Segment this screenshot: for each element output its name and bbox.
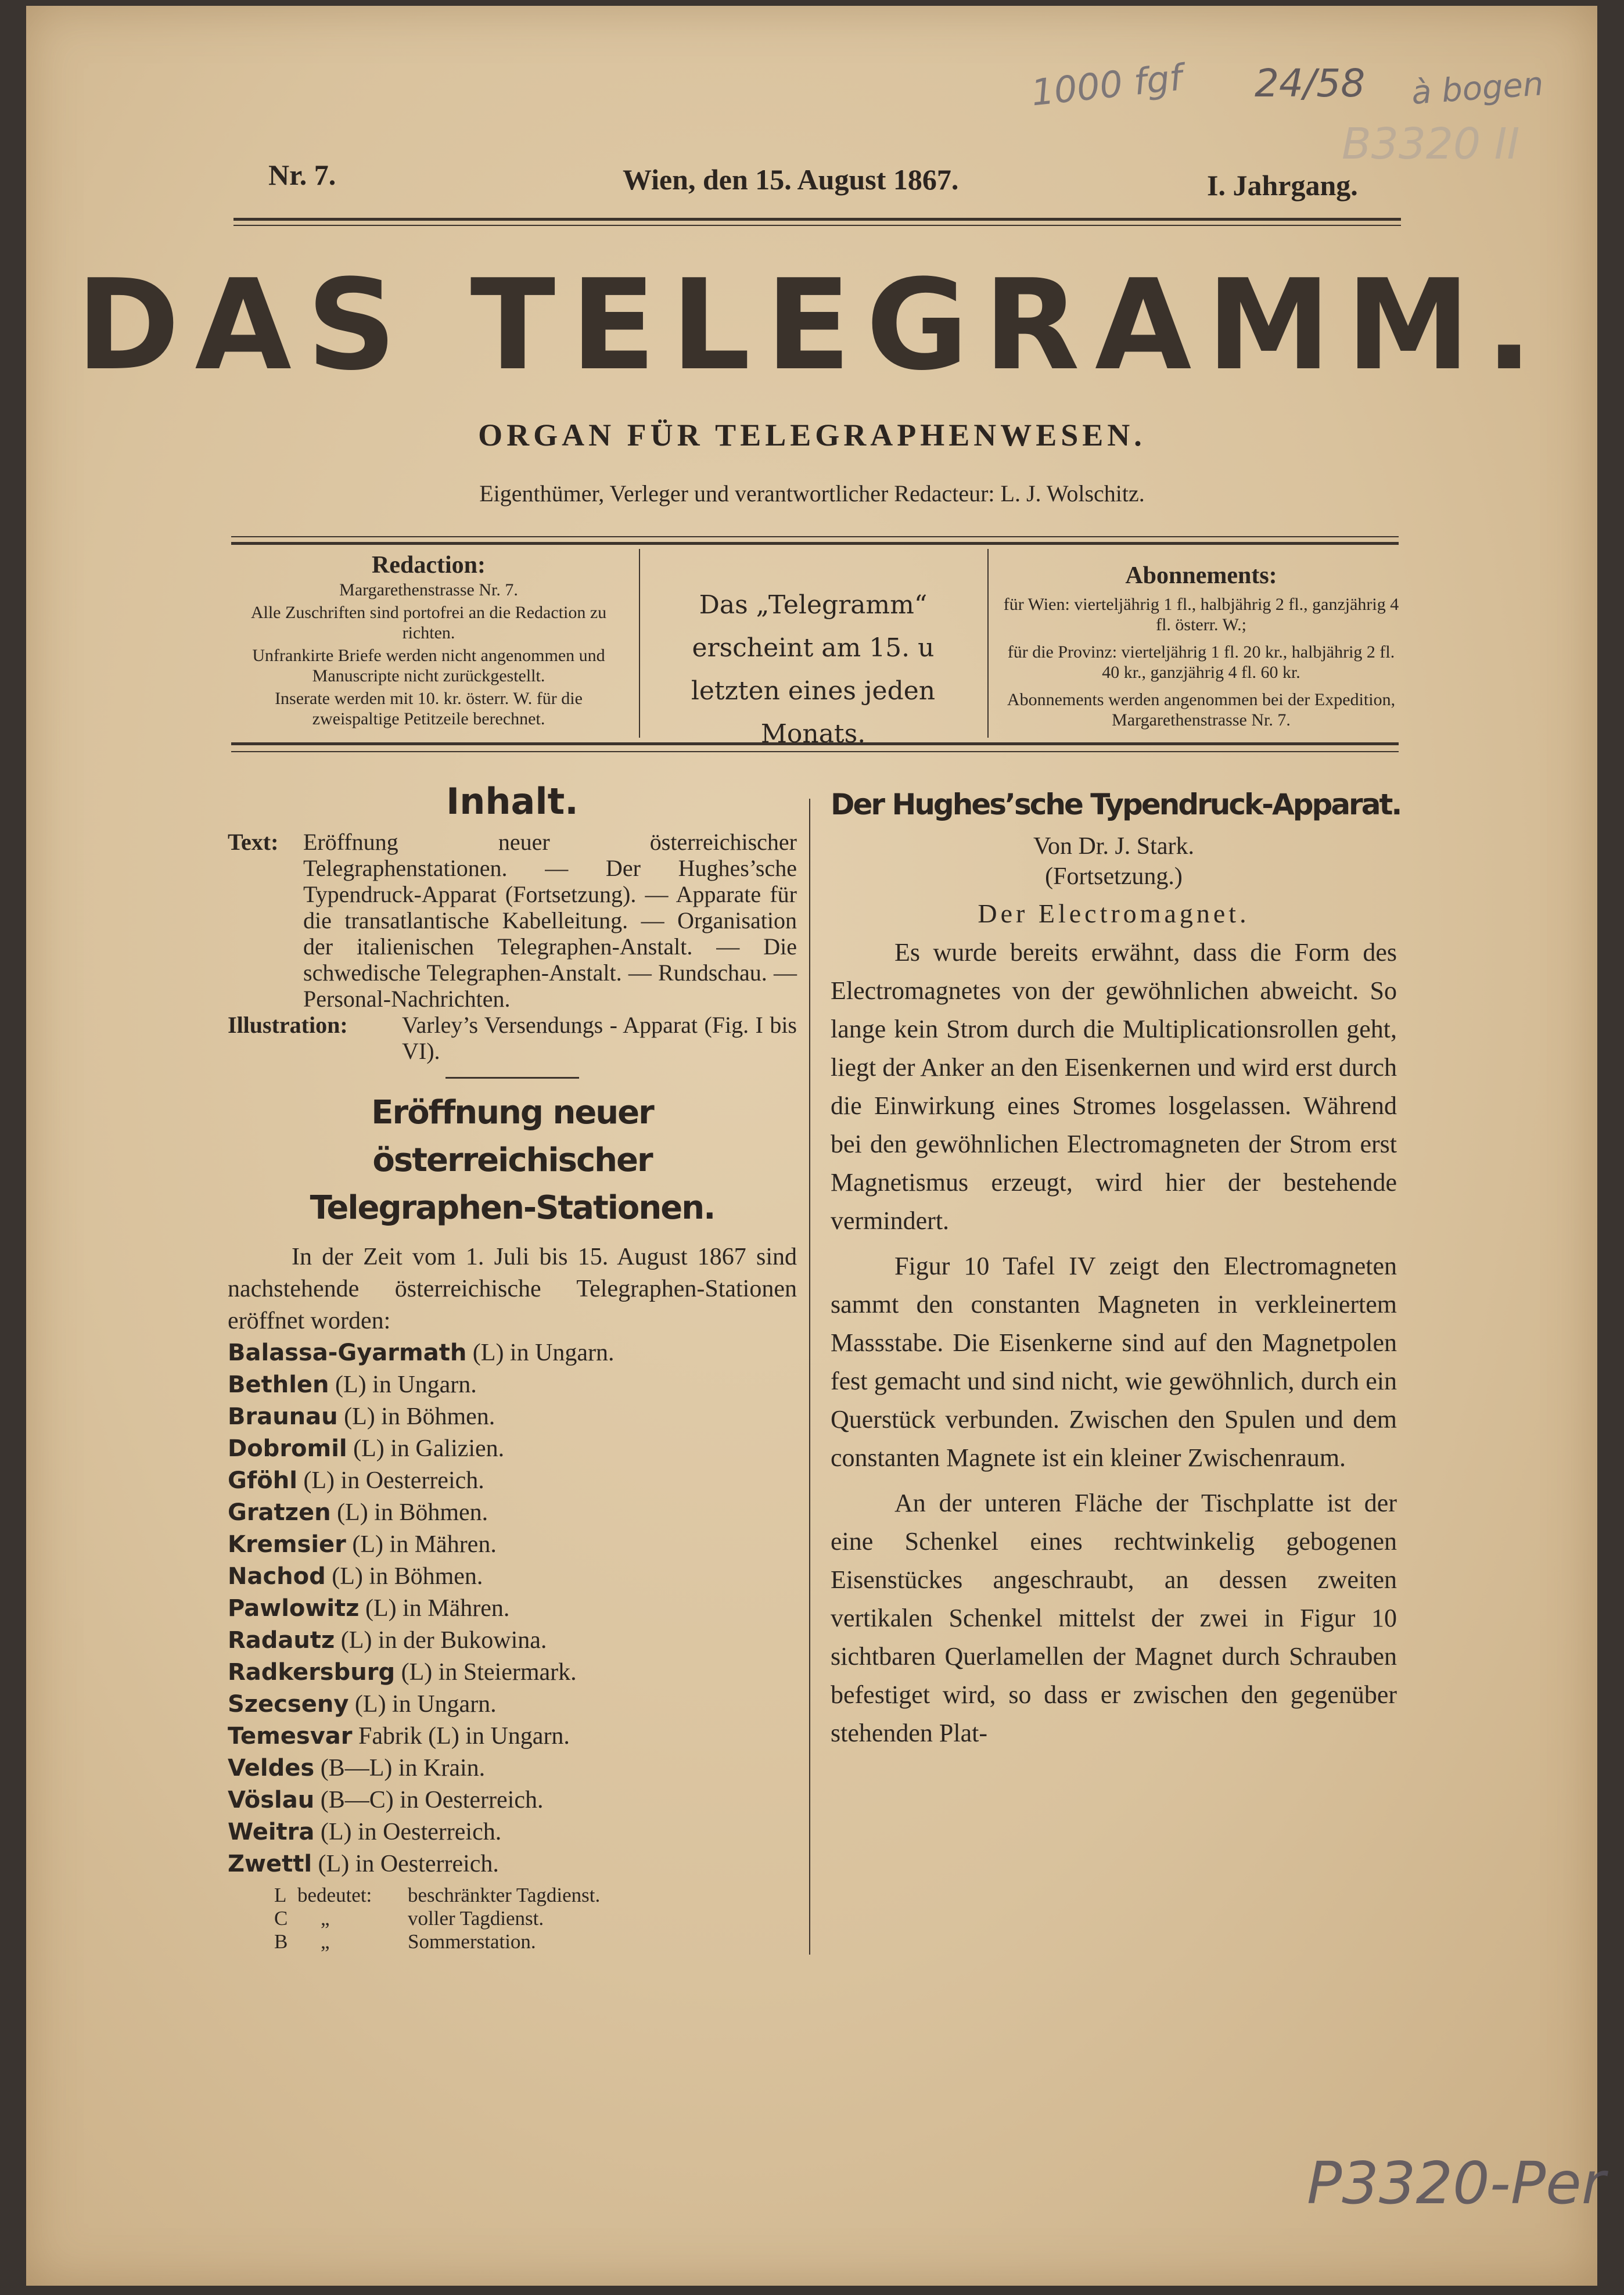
station-entry — [228, 1625, 797, 1657]
contents-separator — [445, 1077, 579, 1079]
article-section: Der Electromagnet. — [978, 899, 1250, 928]
station-name: Weitra — [228, 1819, 315, 1845]
legend-row — [274, 1907, 797, 1930]
column-divider — [809, 799, 810, 1955]
masthead-subtitle: ORGAN FÜR TELEGRAPHENWESEN. — [478, 418, 1146, 452]
publisher-line: Eigenthümer, Verleger und verantwortlicher Redacteur: L. J. Wolschitz. — [479, 480, 1145, 507]
station-entry — [228, 1465, 797, 1497]
station-name: Bethlen — [228, 1371, 329, 1398]
appearance-text: Das „Telegramm“ erscheint am 15. u letzten eines jeden Monats. — [691, 590, 936, 749]
station-name: Pawlowitz — [228, 1595, 360, 1622]
station-detail: (L) in Oesterreich. — [312, 1851, 499, 1877]
station-name: Balassa-Gyarmath — [228, 1339, 467, 1366]
redaction-line: Inserate werden mit 10. kr. österr. W. für die zweispaltige Petitzeile berechnet. — [275, 689, 583, 728]
station-detail: (L) in Mähren. — [346, 1531, 497, 1558]
station-name: Veldes — [228, 1755, 315, 1782]
station-name: Dobromil — [228, 1435, 347, 1462]
article-note: (Fortsetzung.) — [1045, 863, 1183, 890]
issue-date: Wien, den 15. August 1867. — [623, 163, 959, 196]
contents-illustration-label: Illustration: — [228, 1012, 348, 1038]
abonnements-box — [998, 559, 1404, 730]
article-title: Eröffnung neuer österreichischer — [371, 1094, 653, 1179]
station-detail: (B—L) in Krain. — [314, 1755, 486, 1782]
handwritten-note: à bogen — [1410, 65, 1545, 112]
handwritten-note: 1000 fgf — [1029, 56, 1184, 114]
station-entry — [228, 1561, 797, 1593]
station-entry — [228, 1337, 797, 1369]
station-name: Nachod — [228, 1563, 326, 1590]
issue-volume: I. Jahrgang. — [1207, 169, 1358, 202]
abonnements-line: Abonnements werden angenommen bei der Expedition, Margarethenstrasse Nr. 7. — [1007, 690, 1396, 730]
station-detail: (L) in Ungarn. — [466, 1339, 615, 1366]
station-entry — [228, 1848, 797, 1880]
legend-value: voller Tagdienst. — [408, 1907, 544, 1930]
legend-mid: bedeutet: — [297, 1884, 372, 1906]
station-entry — [228, 1657, 797, 1689]
abonnements-line: für Wien: vierteljährig 1 fl., halbjährig 2 fl., ganzjährig 4 fl. österr. W.; — [1003, 595, 1399, 634]
article-title: Telegraphen-Stationen. — [310, 1189, 715, 1227]
legend-value: Sommerstation. — [408, 1930, 536, 1953]
station-name: Radautz — [228, 1627, 335, 1654]
legend-mid: „ — [321, 1907, 330, 1930]
legend-key: C — [274, 1907, 288, 1930]
station-detail: (L) in Oesterreich. — [314, 1819, 502, 1845]
header-rule — [233, 225, 1401, 226]
abonnements-line: für die Provinz: vierteljährig 1 fl. 20 kr., halbjährig 2 fl. 40 kr., ganzjährig 4 fl. 60 kr. — [1007, 642, 1395, 682]
station-name: Radkersburg — [228, 1659, 396, 1686]
station-detail: Fabrik (L) in Ungarn. — [352, 1723, 570, 1750]
legend-key: B — [274, 1930, 288, 1953]
station-detail: (L) in Galizien. — [347, 1435, 505, 1462]
redaction-line: Alle Zuschriften sind portofrei an die Redaction zu richten. — [250, 603, 607, 642]
appearance-box — [651, 584, 976, 756]
handwritten-note: P3320-Per — [1307, 2149, 1605, 2217]
legend-mid: „ — [321, 1930, 330, 1953]
contents-illustration: Varley’s Versendungs - Apparat (Fig. I bis VI). — [402, 1012, 797, 1064]
station-name: Zwettl — [228, 1851, 312, 1877]
station-entry — [228, 1497, 797, 1529]
header-rule — [233, 218, 1401, 221]
redaction-line: Margarethenstrasse Nr. 7. — [339, 580, 518, 599]
contents-title: Inhalt. — [446, 780, 579, 823]
article-paragraph: Figur 10 Tafel IV zeigt den Electromagneten sammt den constanten Magneten in verkleinertem Massstabe. Die Eisenkerne sind auf den Magnetpolen fest gemacht und sind nicht, wie gewöhnlich, durch ein Querstück verbunden. Zwischen den Spulen und dem constanten Magnete ist ein kleiner Zwischenraum. — [831, 1252, 1397, 1472]
station-name: Gratzen — [228, 1499, 331, 1526]
handwritten-note: 24/58 — [1255, 61, 1366, 106]
info-box-rule — [231, 542, 1399, 545]
contents-text: Eröffnung neuer österreichischer Telegraphenstationen. — Der Hughes’sche Typendruck-Apparat (Fortsetzung). — Apparate für die transatlantische Kabelleitung. — Organisation der italienischen Telegraphen-Anstalt. — Die schwedische Telegraphen-Anstalt. — Rundschau. — Personal-Nachrichten. — [303, 829, 797, 1012]
redaction-title: Redaction: — [372, 552, 486, 579]
station-entry — [228, 1752, 797, 1784]
station-detail: (L) in der Bukowina. — [335, 1627, 547, 1654]
legend — [274, 1884, 797, 1953]
station-entry — [228, 1816, 797, 1848]
station-detail: (L) in Ungarn. — [348, 1691, 497, 1718]
station-detail: (L) in Böhmen. — [337, 1403, 495, 1430]
station-detail: (L) in Steiermark. — [395, 1659, 577, 1686]
station-detail: (L) in Böhmen. — [325, 1563, 483, 1590]
station-entry — [228, 1784, 797, 1816]
station-name: Kremsier — [228, 1531, 346, 1558]
station-entry — [228, 1689, 797, 1721]
redaction-line: Unfrankirte Briefe werden nicht angenommen und Manuscripte nicht zurückgestellt. — [252, 646, 605, 685]
contents-text-label: Text: — [228, 829, 279, 855]
legend-key: L — [274, 1884, 287, 1906]
station-list — [228, 1337, 797, 1880]
station-name: Gföhl — [228, 1467, 297, 1494]
masthead-title: DAS TELEGRAMM. — [76, 252, 1548, 398]
contents-illustration-block — [228, 1012, 797, 1064]
station-name: Vöslau — [228, 1787, 315, 1813]
station-detail: (B—C) in Oesterreich. — [314, 1787, 544, 1813]
station-name: Szecseny — [228, 1691, 349, 1718]
legend-row — [274, 1930, 797, 1953]
station-name: Braunau — [228, 1403, 338, 1430]
station-entry — [228, 1593, 797, 1625]
info-box-rule — [231, 536, 1399, 537]
article-title: Der Hughes’sche Typendruck-Apparat. — [831, 788, 1401, 821]
station-detail: (L) in Ungarn. — [329, 1371, 477, 1398]
left-column — [228, 775, 797, 1953]
redaction-box — [231, 551, 626, 729]
abonnements-title: Abonnements: — [1125, 562, 1277, 589]
handwritten-note: B3320 II — [1342, 119, 1520, 169]
article-intro: In der Zeit vom 1. Juli bis 15. August 1867 sind nachstehende österreichische Telegraphen-Stationen eröffnet worden: — [228, 1244, 797, 1334]
station-entry — [228, 1529, 797, 1561]
article-author: Von Dr. J. Stark. — [1033, 833, 1194, 860]
station-entry — [228, 1721, 797, 1752]
contents-text-block — [228, 829, 797, 1012]
station-detail: (L) in Oesterreich. — [297, 1467, 484, 1494]
station-entry — [228, 1433, 797, 1465]
info-box-divider — [639, 549, 640, 738]
legend-value: beschränkter Tagdienst. — [408, 1884, 601, 1906]
article-paragraph: An der unteren Fläche der Tischplatte ist der eine Schenkel eines rechtwinkelig gebogenen Eisenstückes angeschraubt, an dessen zweiten vertikalen Schenkel mittelst der zwei in Figur 10 sichtbaren Querlamellen der Magnet durch Schrauben befestiget wird, so dass er zwischen den gegenüber stehenden Plat- — [831, 1489, 1397, 1747]
issue-number: Nr. 7. — [268, 159, 336, 191]
station-detail: (L) in Mähren. — [359, 1595, 510, 1622]
station-entry — [228, 1401, 797, 1433]
station-entry — [228, 1369, 797, 1401]
right-column — [831, 781, 1401, 1752]
station-detail: (L) in Böhmen. — [330, 1499, 488, 1526]
legend-row — [274, 1884, 797, 1907]
station-name: Temesvar — [228, 1723, 353, 1750]
info-box-divider — [987, 549, 989, 738]
article-paragraph: Es wurde bereits erwähnt, dass die Form des Electromagnetes von der gewöhnlichen abweicht. So lange kein Strom durch die Multiplicationsrollen geht, liegt der Anker an den Eisenkernen und wird erst durch die Einwirkung eines Stromes losgelassen. Während bei den gewöhnlichen Electromagneten der Strom erst Magnetismus erzeugt, wird hier der bestehende vermindert. — [831, 938, 1397, 1235]
